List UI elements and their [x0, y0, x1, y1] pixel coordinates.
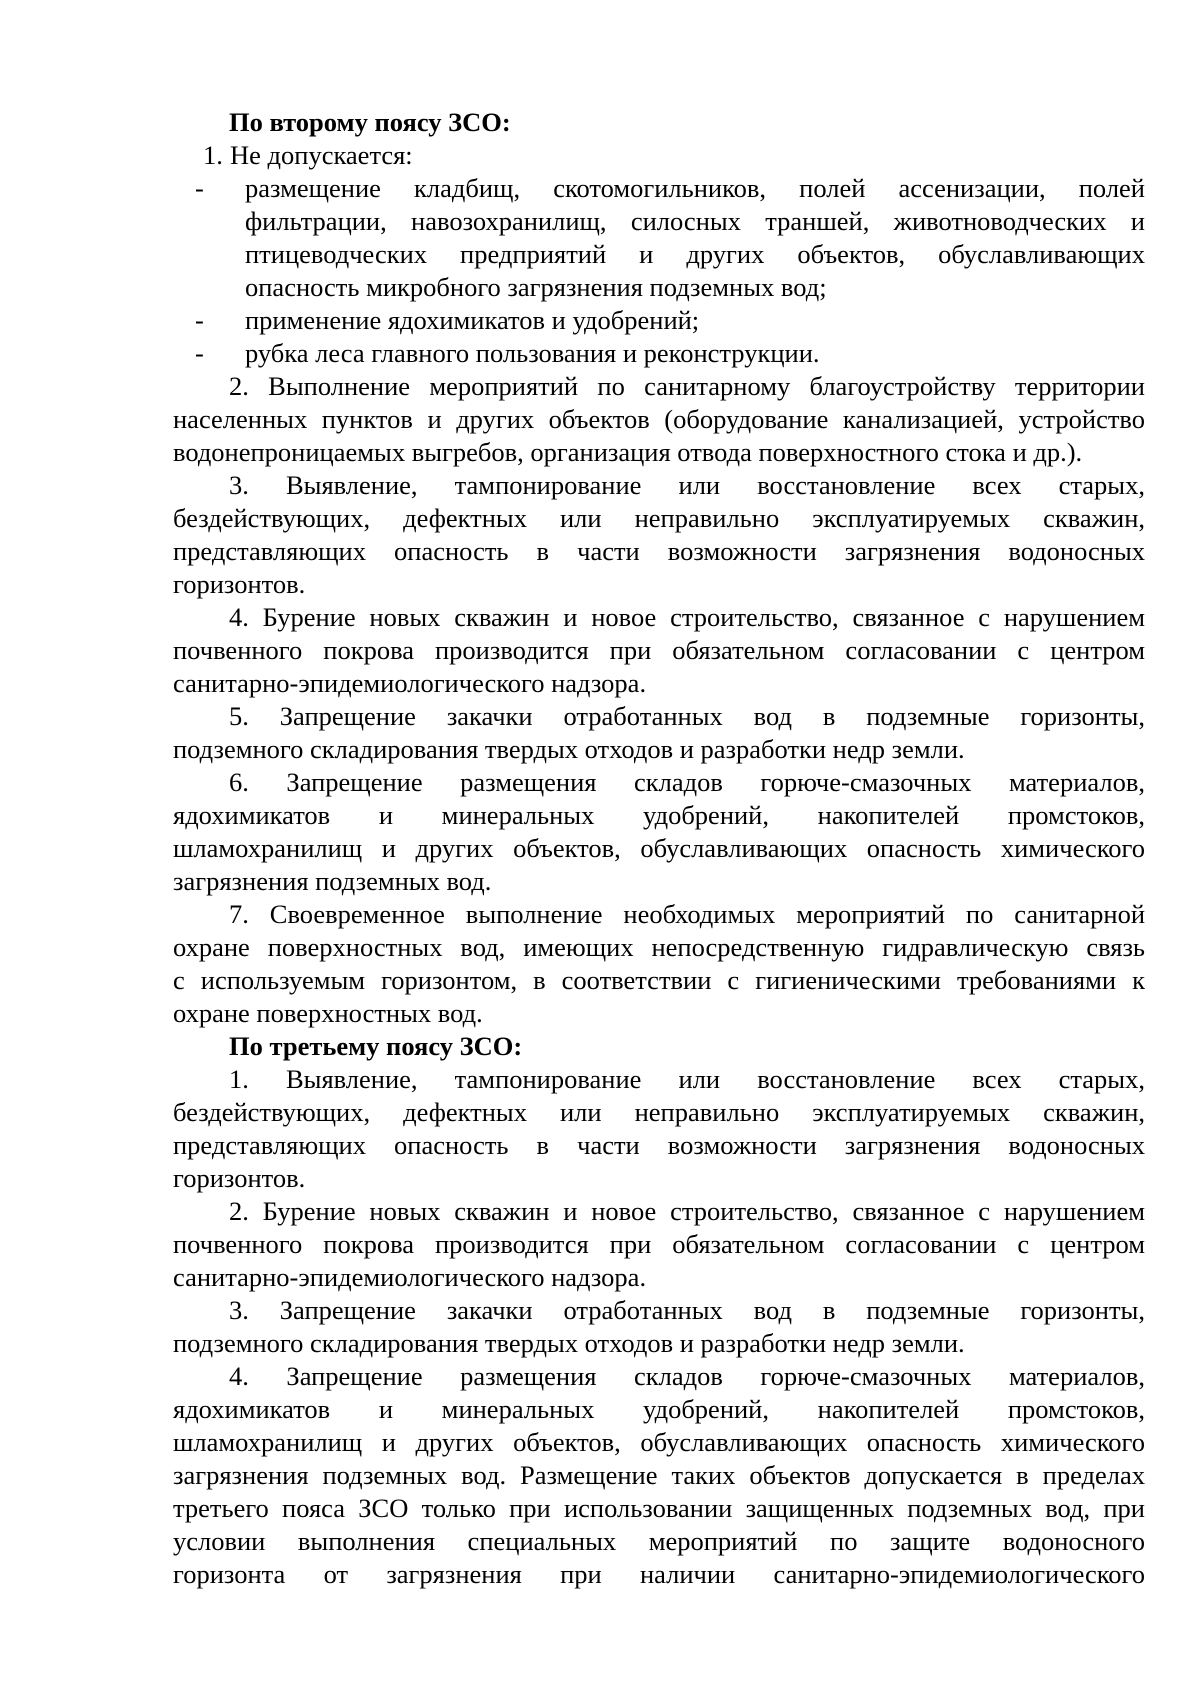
- paragraph-line: с используемым горизонтом, в соответствии с гигиеническими требованиями к: [173, 965, 1145, 995]
- bullet-line: применение ядохимикатов и удобрений;: [245, 305, 700, 335]
- paragraph-line: населенных пунктов и других объектов (оборудование канализацией, устройство: [173, 404, 1145, 434]
- paragraph-line: 6. Запрещение размещения складов горюче-смазочных материалов,: [229, 767, 1145, 797]
- bullet-line: рубка леса главного пользования и реконструкции.: [245, 338, 820, 368]
- bullet-line: птицеводческих предприятий и других объектов, обуславливающих: [245, 239, 1145, 269]
- bullet-dash: -: [195, 173, 204, 203]
- section-heading-third-belt: По третьему поясу ЗСО:: [229, 1031, 523, 1061]
- bullet-dash: -: [195, 305, 204, 335]
- paragraph-line: 7. Своевременное выполнение необходимых мероприятий по санитарной: [229, 899, 1145, 929]
- paragraph-line: водонепроницаемых выгребов, организация отвода поверхностного стока и др.).: [173, 437, 1083, 467]
- paragraph-line: ядохимикатов и минеральных удобрений, накопителей промстоков,: [173, 800, 1145, 830]
- paragraph-line: подземного складирования твердых отходов и разработки недр земли.: [173, 734, 965, 764]
- paragraph-line: горизонтов.: [173, 569, 306, 599]
- paragraph-line: представляющих опасность в части возможности загрязнения водоносных: [173, 536, 1145, 566]
- paragraph-line: 4. Бурение новых скважин и новое строительство, связанное с нарушением: [229, 602, 1145, 632]
- paragraph-line: горизонта от загрязнения при наличии санитарно-эпидемиологического: [173, 1559, 1145, 1589]
- paragraph-line: 1. Выявление, тампонирование или восстановление всех старых,: [229, 1064, 1145, 1094]
- section-heading-second-belt: По второму поясу ЗСО:: [229, 107, 511, 137]
- paragraph-line: шламохранилищ и других объектов, обуславливающих опасность химического: [173, 833, 1145, 863]
- paragraph-line: охране поверхностных вод, имеющих непосредственную гидравлическую связь: [173, 932, 1145, 962]
- paragraph-line: бездействующих, дефектных или неправильно эксплуатируемых скважин,: [173, 503, 1145, 533]
- bullet-line: фильтрации, навозохранилищ, силосных траншей, животноводческих и: [245, 206, 1145, 236]
- paragraph-line: 3. Запрещение закачки отработанных вод в подземные горизонты,: [229, 1295, 1145, 1325]
- paragraph-line: почвенного покрова производится при обязательном согласовании с центром: [173, 1229, 1145, 1259]
- paragraph-line: 2. Выполнение мероприятий по санитарному благоустройству территории: [229, 371, 1145, 401]
- paragraph-line: 4. Запрещение размещения складов горюче-смазочных материалов,: [229, 1361, 1145, 1391]
- paragraph-line: представляющих опасность в части возможности загрязнения водоносных: [173, 1130, 1145, 1160]
- paragraph-line: почвенного покрова производится при обязательном согласовании с центром: [173, 635, 1145, 665]
- paragraph-line: горизонтов.: [173, 1163, 306, 1193]
- paragraph-line: санитарно-эпидемиологического надзора.: [173, 668, 647, 698]
- item-label: Не допускается:: [230, 140, 413, 170]
- paragraph-line: условии выполнения специальных мероприятий по защите водоносного: [173, 1526, 1145, 1556]
- item-number: 1.: [203, 140, 223, 170]
- paragraph-line: третьего пояса ЗСО только при использовании защищенных подземных вод, при: [173, 1493, 1145, 1523]
- paragraph-line: шламохранилищ и других объектов, обуславливающих опасность химического: [173, 1427, 1145, 1457]
- paragraph-line: 3. Выявление, тампонирование или восстановление всех старых,: [229, 470, 1145, 500]
- paragraph-line: загрязнения подземных вод.: [173, 866, 492, 896]
- paragraph-line: подземного складирования твердых отходов и разработки недр земли.: [173, 1328, 965, 1358]
- paragraph-line: 5. Запрещение закачки отработанных вод в подземные горизонты,: [229, 701, 1145, 731]
- paragraph-line: санитарно-эпидемиологического надзора.: [173, 1262, 647, 1292]
- bullet-line: размещение кладбищ, скотомогильников, полей ассенизации, полей: [245, 173, 1145, 203]
- paragraph-line: 2. Бурение новых скважин и новое строительство, связанное с нарушением: [229, 1196, 1145, 1226]
- bullet-dash: -: [195, 338, 204, 368]
- paragraph-line: бездействующих, дефектных или неправильно эксплуатируемых скважин,: [173, 1097, 1145, 1127]
- bullet-line: опасность микробного загрязнения подземных вод;: [245, 272, 827, 302]
- paragraph-line: ядохимикатов и минеральных удобрений, накопителей промстоков,: [173, 1394, 1145, 1424]
- paragraph-line: загрязнения подземных вод. Размещение таких объектов допускается в пределах: [173, 1460, 1145, 1490]
- paragraph-line: охране поверхностных вод.: [173, 998, 483, 1028]
